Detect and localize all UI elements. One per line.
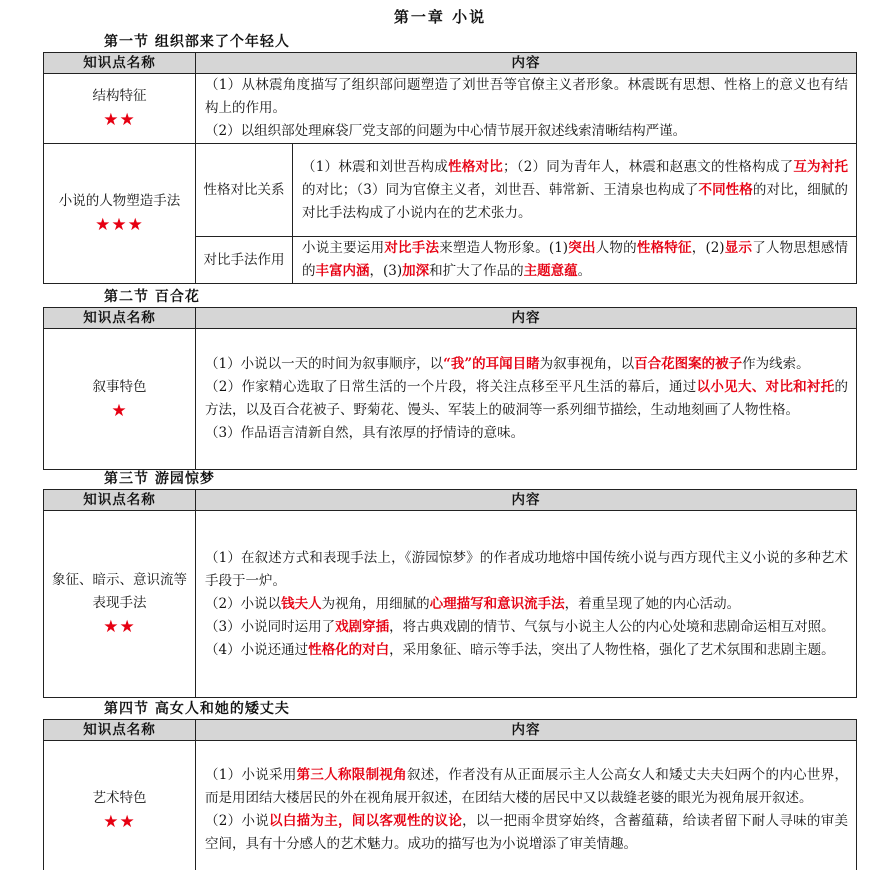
content-text: （4）小说还通过: [205, 641, 309, 658]
highlight-text: 第三人称限制视角: [296, 767, 407, 783]
content-paragraph: [205, 593, 848, 616]
header-name: 知识点名称: [44, 308, 196, 329]
content-paragraph: [205, 422, 848, 445]
content-text: ，(2): [691, 240, 725, 256]
content-cell: [196, 511, 857, 698]
content-text: ，(3): [369, 263, 403, 279]
table-header-row: [44, 720, 857, 741]
content-text: 的方法，以及百合花被子、野菊花、馒头、军装上的破洞等一系列细节描绘，生动地刻画了人物性格。: [205, 379, 849, 418]
importance-stars: ★: [111, 400, 128, 421]
highlight-text: 不同性格: [698, 181, 753, 198]
highlight-text: 以小见大、对比和衬托: [696, 379, 835, 395]
sub-point-name: 对比手法作用: [196, 237, 293, 284]
knowledge-point-cell: [44, 511, 196, 698]
highlight-text: 互为衬托: [793, 158, 849, 175]
content-paragraph: [302, 156, 848, 225]
highlight-text: 百合花图案的被子: [634, 356, 743, 372]
content-text: （1）从林震角度描写了组织部问题塑造了刘世吾等官僚主义者形象。林震既有思想、性格上的意义也有结构上的作用。: [205, 77, 848, 116]
content-text: 为叙事视角，以: [539, 356, 635, 372]
content-text: 来塑造人物形象。(1): [439, 240, 569, 256]
table-row: [44, 144, 857, 237]
content-text: 的对比，细腻的对比手法构成了小说内在的艺术张力。: [302, 181, 849, 221]
table-row: [44, 511, 857, 698]
highlight-text: 加深: [402, 263, 430, 279]
highlight-text: 对比手法: [384, 240, 440, 256]
knowledge-point-cell: [44, 74, 196, 144]
knowledge-point-cell: [44, 741, 196, 870]
highlight-text: 以白描为主，间以客观性的议论: [269, 813, 463, 829]
content-paragraph: [205, 616, 848, 639]
header-content: 内容: [196, 308, 857, 329]
table-row: [44, 741, 857, 870]
knowledge-table: [43, 52, 857, 284]
content-text: 人物的: [595, 240, 637, 256]
importance-stars: ★★: [103, 617, 136, 637]
content-paragraph: [302, 237, 848, 283]
chapter-title: 第一章 小说: [393, 8, 487, 26]
content-text: （2）小说以: [205, 595, 282, 612]
table-header-row: [44, 53, 857, 74]
header-name: 知识点名称: [44, 490, 196, 511]
header-content: 内容: [196, 490, 857, 511]
header-content: 内容: [196, 53, 857, 74]
content-text: 的对比；（3）同为官僚主义者，刘世吾、韩常新、王清泉也构成了: [302, 181, 699, 198]
content-text: 叙述，作者没有从正面展示主人公高女人和矮丈夫夫妇两个的内心世界，而是用团结大楼居民的外在视角展开叙述，在团结大楼的居民中又以裁缝老婆的眼光为视角展开叙述。: [205, 767, 849, 806]
knowledge-table: [43, 719, 857, 870]
content-cell: [196, 741, 857, 870]
content-paragraph: [205, 376, 848, 422]
content-text: ，将古典戏剧的情节、气氛与小说主人公的内心处境和悲剧命运相互对照。: [389, 618, 835, 635]
content-paragraph: [205, 547, 848, 593]
content-text: 小说主要运用: [302, 240, 385, 256]
importance-stars: ★★: [103, 811, 136, 832]
content-text: ，着重呈现了她的内心活动。: [564, 595, 741, 612]
content-text: （3）小说同时运用了: [205, 618, 336, 635]
content-paragraph: [205, 353, 848, 376]
content-text: （2）以组织部处理麻袋厂党支部的问题为中心情节展开叙述线索清晰结构严谨。: [205, 123, 687, 139]
knowledge-point-name: 结构特征: [92, 88, 147, 104]
knowledge-point-name: 小说的人物塑造手法: [58, 193, 181, 209]
knowledge-point-name: 艺术特色: [92, 789, 147, 806]
knowledge-table: [43, 307, 857, 470]
highlight-text: 突出: [568, 240, 596, 256]
content-paragraph: [205, 810, 848, 856]
knowledge-point-name: 叙事特色: [92, 378, 147, 395]
section-title: 第二节 百合花: [104, 289, 200, 305]
table-header-row: [44, 490, 857, 511]
highlight-text: 显示: [724, 240, 753, 256]
highlight-text: 丰富内涵: [315, 263, 370, 279]
content-cell: [293, 237, 857, 284]
header-name: 知识点名称: [44, 720, 196, 741]
content-paragraph: [205, 639, 848, 662]
section-title: 第三节 游园惊梦: [104, 471, 215, 487]
knowledge-table: [43, 489, 857, 698]
content-paragraph: [205, 120, 848, 143]
sub-point-name: 性格对比关系: [196, 144, 293, 237]
table-header-row: [44, 308, 857, 329]
highlight-text: 心理描写和意识流手法: [429, 595, 565, 612]
content-text: （1）在叙述方式和表现手法上，《游园惊梦》的作者成功地熔中国传统小说与西方现代主义小说的多种艺术手段于一炉。: [205, 549, 848, 589]
highlight-text: 性格对比: [448, 158, 503, 175]
highlight-text: 性格化的对白: [308, 641, 390, 658]
content-paragraph: [205, 74, 848, 120]
content-text: ，以一把雨伞贯穿始终，含蓄蕴藉，给读者留下耐人寻味的审美空间，具有十分感人的艺术魅力。成功的描写也为小说增添了审美情趣。: [205, 813, 849, 852]
content-text: ；（2）同为青年人，林震和赵惠文的性格构成了: [503, 158, 794, 175]
knowledge-point-cell: [44, 329, 196, 470]
content-paragraph: [205, 764, 848, 810]
highlight-text: 戏剧穿插: [335, 618, 390, 635]
content-text: 和扩大了作品的: [429, 263, 524, 279]
highlight-text: 钱夫人: [281, 595, 322, 612]
content-text: 。: [577, 263, 592, 279]
header-name: 知识点名称: [44, 53, 196, 74]
content-cell: [196, 74, 857, 144]
content-text: 为视角，用细腻的: [321, 595, 430, 612]
section-title: 第一节 组织部来了个年轻人: [104, 34, 290, 50]
content-text: （1）小说采用: [205, 767, 297, 783]
content-text: （3）作品语言清新自然，具有浓厚的抒情诗的意味。: [205, 425, 525, 441]
section-title: 第四节 高女人和她的矮丈夫: [104, 701, 290, 717]
content-text: （2）作家精心选取了日常生活的一个片段，将关注点移至平凡生活的幕后，通过: [205, 379, 697, 395]
table-row: [44, 74, 857, 144]
content-text: （1）林震和刘世吾构成: [302, 158, 449, 175]
content-cell: [293, 144, 857, 237]
content-text: （1）小说以一天的时间为叙事顺序，以: [205, 356, 444, 372]
importance-stars: ★★: [103, 110, 136, 130]
table-row: [44, 329, 857, 470]
importance-stars: ★★★: [95, 215, 144, 235]
content-text: 了人物思想感情的: [302, 240, 849, 279]
knowledge-point-cell: [44, 144, 196, 284]
knowledge-point-name: 象征、暗示、意识流等表现手法: [52, 572, 187, 611]
highlight-text: 性格特征: [636, 240, 692, 256]
content-text: 作为线索。: [742, 356, 810, 372]
highlight-text: 主题意蕴: [523, 263, 578, 279]
header-content: 内容: [196, 720, 857, 741]
highlight-text: “我”的耳闻目睹: [443, 356, 540, 372]
content-cell: [196, 329, 857, 470]
content-text: （2）小说: [205, 813, 270, 829]
content-text: ，采用象征、暗示等手法，突出了人物性格，强化了艺术氛围和悲剧主题。: [389, 641, 835, 658]
